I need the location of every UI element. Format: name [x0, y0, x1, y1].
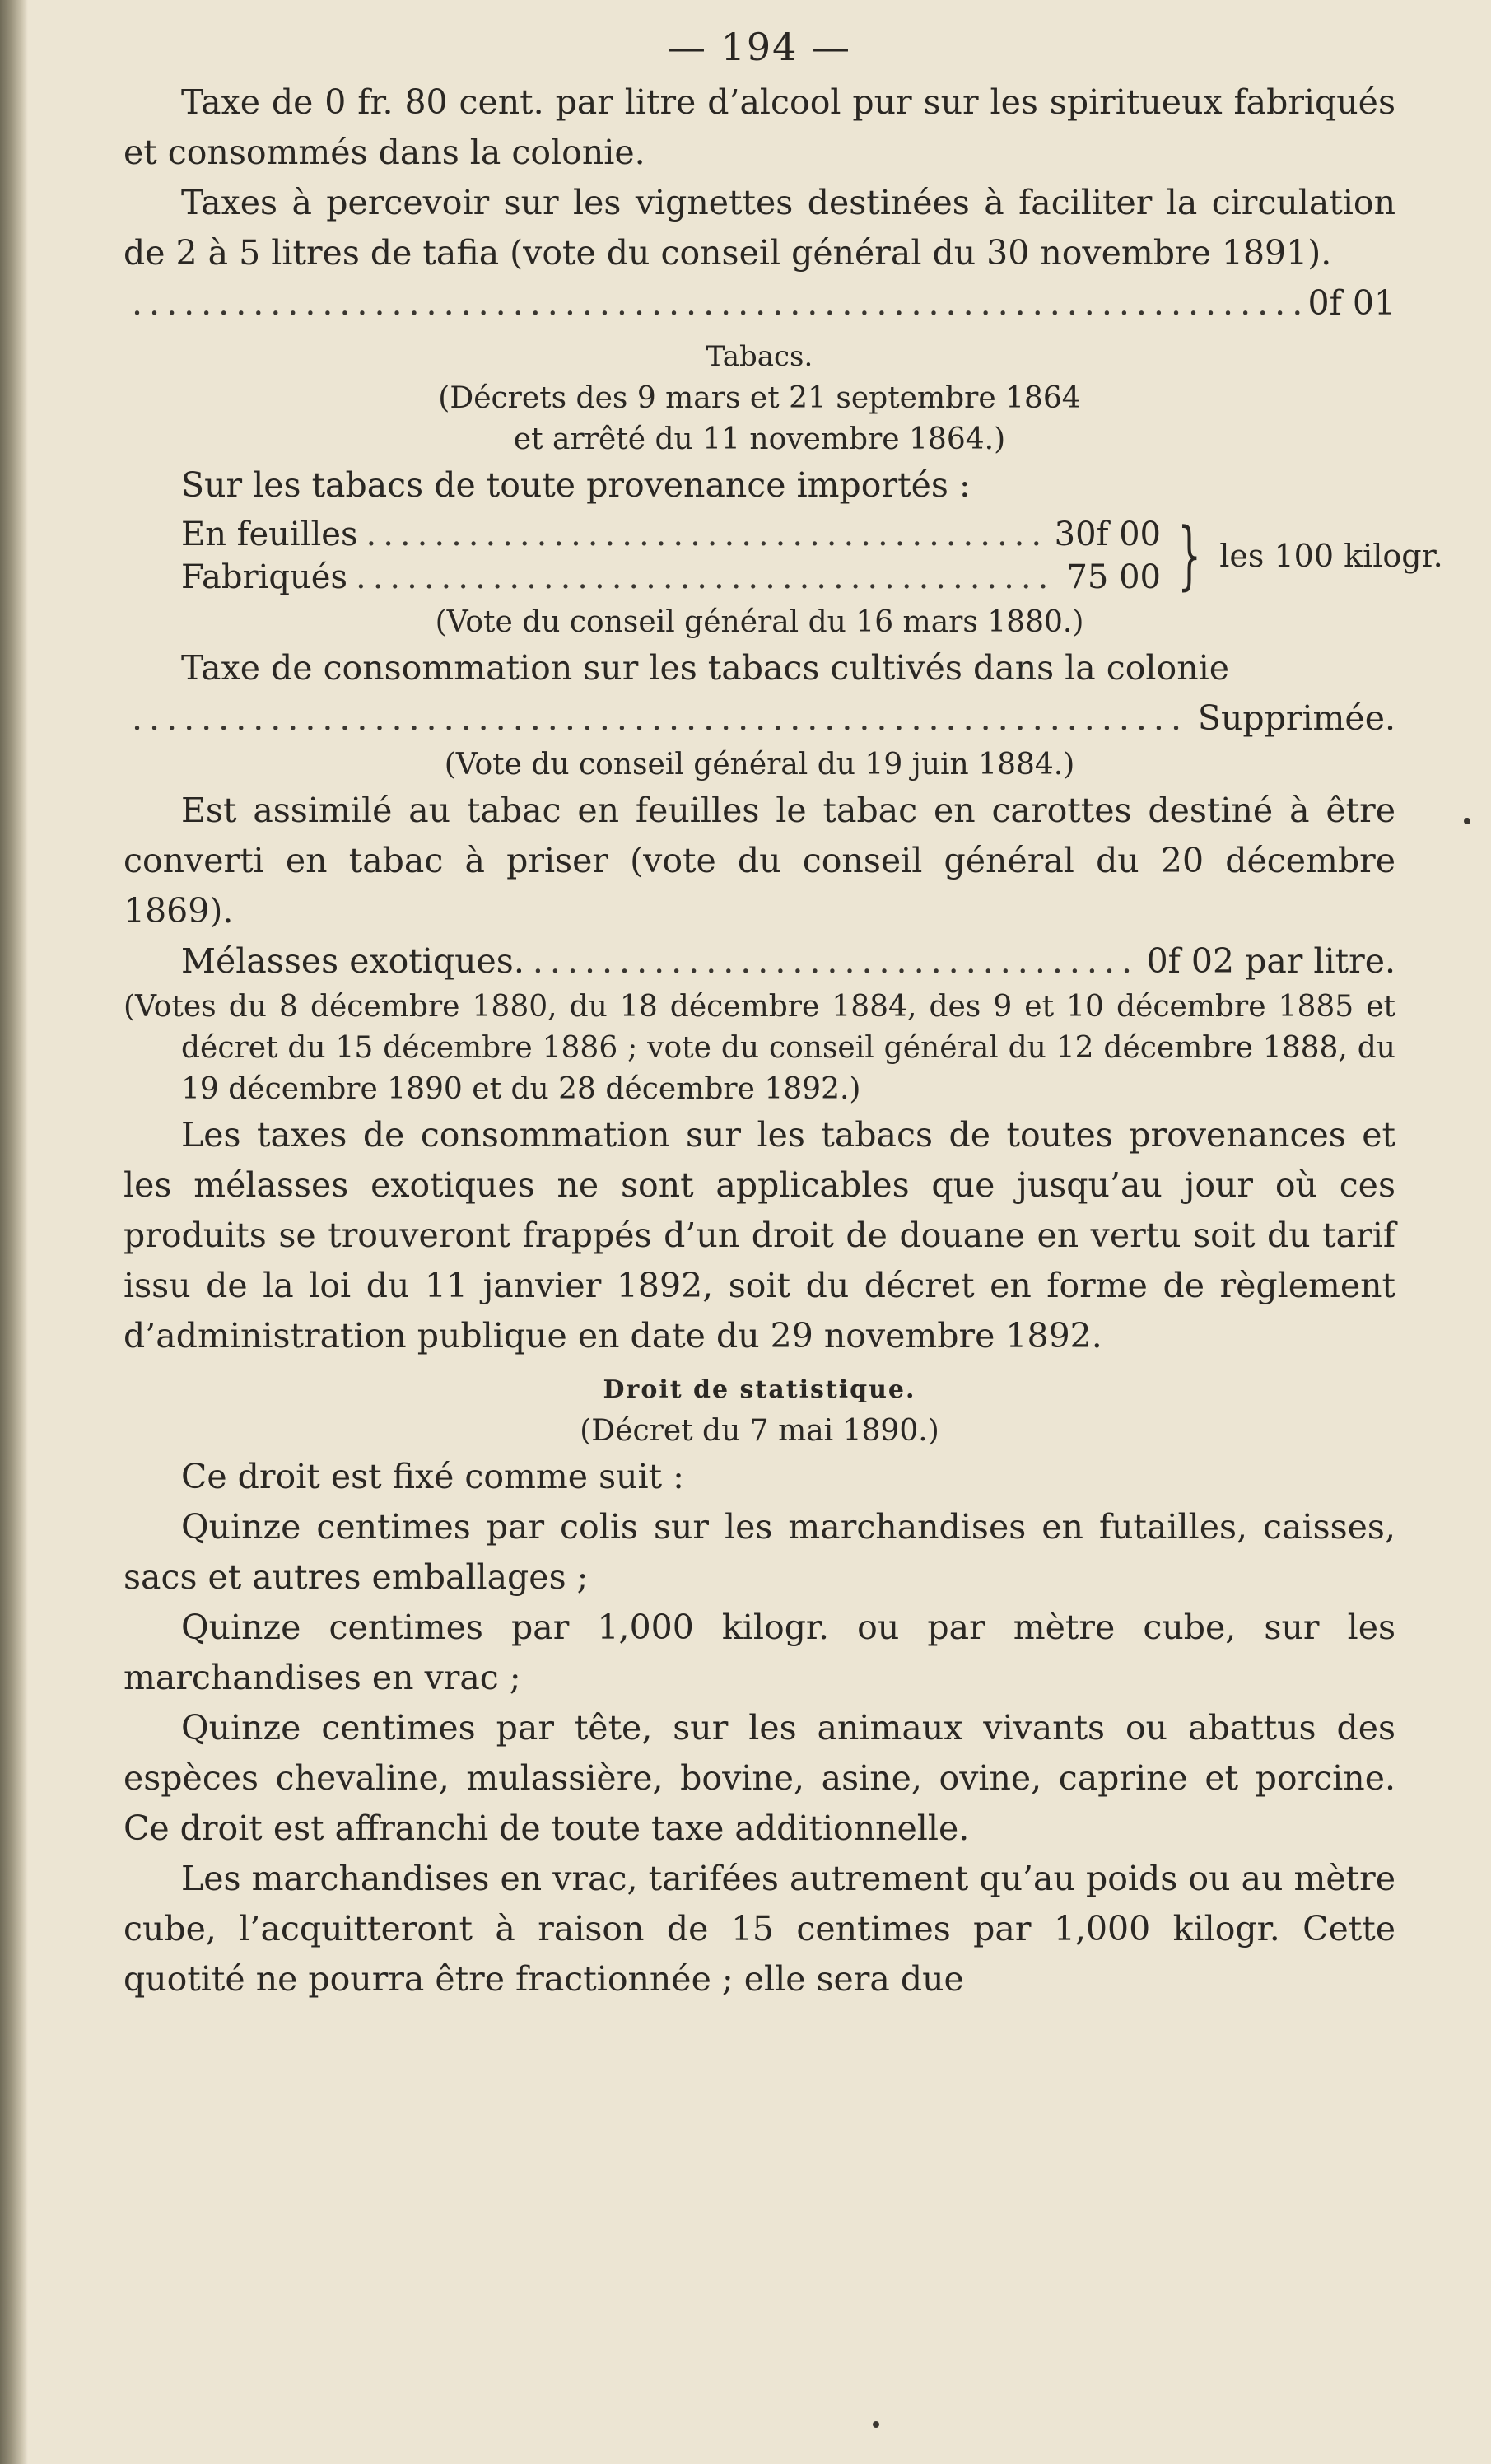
taxe-consommation-value: Supprimée. [1197, 698, 1395, 738]
feuilles-value: 30f 00 [1054, 516, 1161, 553]
tabacs-rates-group [123, 511, 1443, 601]
stray-dot-mark [1464, 818, 1470, 824]
paragraph-quinze-animaux: Quinze centimes par tête, sur les animaux vivants ou abattus des espèces chevaline, mulassière, bovine, asine, ovine, caprine et porcine. Ce droit est affranchi de toute taxe additionnelle. [123, 1708, 1395, 1848]
stray-dot-mark [873, 2421, 879, 2428]
melasses-line [123, 936, 1395, 987]
paragraph-taxes-applicables: Les taxes de consommation sur les tabacs de toutes provenances et les mélasses exotiques ne sont applicables que jusqu’au jour où ces produits se trouveront frappés d’un droit de douane en vertu soit du tarif issu de la loi du 11 janvier 1892, soit du décret en forme de règlement d’administration publique en date du 29 novembre 1892. [123, 1115, 1395, 1356]
section-title-droit-statistique: Droit de statistique. [603, 1375, 916, 1404]
paragraph-quinze-colis: Quinze centimes par colis sur les marchandises en futailles, caisses, sacs et autres emballages ; [123, 1507, 1395, 1597]
vote-1880: (Vote du conseil général du 16 mars 1880.) [435, 605, 1084, 639]
vote-1884: (Vote du conseil général du 19 juin 1884.) [444, 748, 1075, 782]
melasses-value: 0f 02 par litre. [1146, 941, 1395, 981]
feuilles-label: En feuilles [181, 516, 358, 553]
curly-brace-icon: } [1177, 512, 1201, 599]
dot-leader [356, 556, 1059, 599]
fabriques-label: Fabriqués [181, 558, 347, 596]
paragraph-assimile: Est assimilé au tabac en feuilles le tabac en carottes destiné à être converti en tabac à priser (vote du conseil général du 20 décembre 1869). [123, 791, 1395, 931]
vignettes-text: Taxes à percevoir sur les vignettes destinées à faciliter la circulation de 2 à 5 litres de tafia (vote du conseil général du 30 novembre 1891). [123, 183, 1395, 273]
dot-leader [132, 693, 1190, 744]
decret-1890: (Décret du 7 mai 1890.) [580, 1414, 939, 1448]
paragraph-alcool-tax: Taxe de 0 fr. 80 cent. par litre d’alcool pur sur les spiritueux fabriqués et consommés dans la colonie. [123, 82, 1395, 172]
fabriques-value: 75 00 [1066, 558, 1161, 596]
tabacs-intro: Sur les tabacs de toute provenance importés : [181, 465, 971, 505]
rate-row-fabriques [181, 556, 1161, 599]
tabacs-decrees-line-2: et arrêté du 11 novembre 1864.) [513, 422, 1006, 456]
tabacs-unit: les 100 kilogr. [1219, 538, 1443, 574]
paragraph-fixe: Ce droit est fixé comme suit : [181, 1457, 684, 1496]
section-title-tabacs: Tabacs. [706, 340, 813, 373]
vignettes-rate-line [123, 278, 1395, 329]
taxe-consommation-line [123, 693, 1395, 744]
vignettes-rate: 0f 01 [1307, 283, 1395, 323]
book-binding-edge [0, 0, 28, 2464]
tabacs-decrees-line-1: (Décrets des 9 mars et 21 septembre 1864 [438, 381, 1081, 415]
page-number: — 194 — [667, 25, 852, 69]
melasses-label: Mélasses exotiques. [181, 941, 524, 981]
paragraph-vignettes [123, 178, 1395, 278]
dot-leader [366, 513, 1046, 556]
dot-leader [132, 278, 1300, 329]
votes-long-note: (Votes du 8 décembre 1880, du 18 décembre 1884, des 9 et 10 décembre 1885 et décret du 15 décembre 1886 ; vote du conseil général du 12 décembre 1888, du 19 décembre 1890 et du 28 décembre 1892.) [123, 990, 1395, 1106]
dot-leader [533, 936, 1139, 987]
taxe-consommation-text: Taxe de consommation sur les tabacs cultivés dans la colonie [181, 648, 1229, 688]
document-page [123, 25, 1443, 2004]
paragraph-quinze-vrac: Quinze centimes par 1,000 kilogr. ou par mètre cube, sur les marchandises en vrac ; [123, 1608, 1395, 1697]
paragraph-marchandises-vrac: Les marchandises en vrac, tarifées autrement qu’au poids ou au mètre cube, l’acquitteront à raison de 15 centimes par 1,000 kilogr. Cette quotité ne pourra être fractionnée ; elle sera due [123, 1859, 1395, 1999]
rate-row-feuilles [181, 513, 1161, 556]
